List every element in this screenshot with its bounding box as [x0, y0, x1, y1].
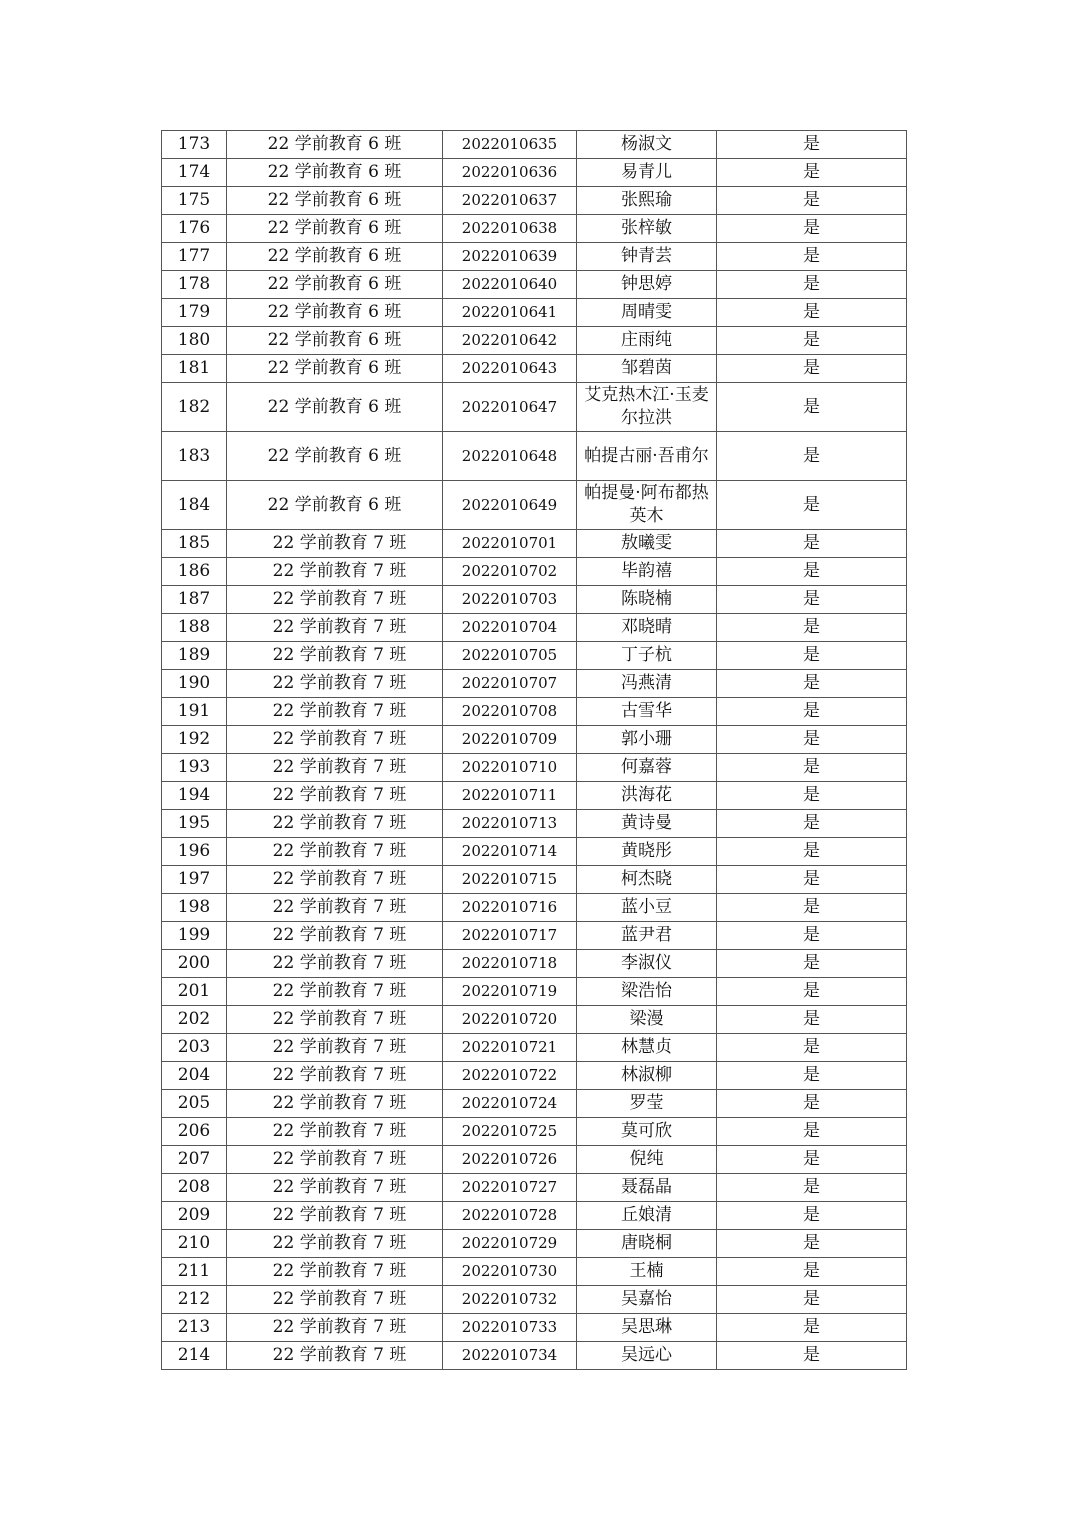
row-number-cell: 173 [162, 131, 227, 159]
student-id-cell: 2022010639 [443, 243, 577, 271]
class-name-cell: 22 学前教育 6 班 [227, 243, 443, 271]
row-number-cell: 187 [162, 586, 227, 614]
student-name-cell: 邓晓晴 [577, 614, 717, 642]
row-number-cell: 196 [162, 838, 227, 866]
row-number-cell: 183 [162, 432, 227, 481]
table-row [162, 950, 907, 978]
table-row [162, 1342, 907, 1370]
row-number-cell: 191 [162, 698, 227, 726]
status-cell: 是 [717, 355, 907, 383]
student-id-cell: 2022010730 [443, 1258, 577, 1286]
status-cell: 是 [717, 1342, 907, 1370]
class-name-cell: 22 学前教育 7 班 [227, 1146, 443, 1174]
class-name-cell: 22 学前教育 7 班 [227, 1202, 443, 1230]
student-name-cell: 易青儿 [577, 159, 717, 187]
student-id-cell: 2022010648 [443, 432, 577, 481]
student-id-cell: 2022010734 [443, 1342, 577, 1370]
student-name-cell: 何嘉蓉 [577, 754, 717, 782]
table-row [162, 1258, 907, 1286]
status-cell: 是 [717, 1258, 907, 1286]
class-name-cell: 22 学前教育 7 班 [227, 1090, 443, 1118]
table-row [162, 726, 907, 754]
class-name-cell: 22 学前教育 7 班 [227, 1286, 443, 1314]
status-cell: 是 [717, 558, 907, 586]
student-name-cell: 张梓敏 [577, 215, 717, 243]
table-row [162, 1118, 907, 1146]
student-name-cell: 李淑仪 [577, 950, 717, 978]
table-row [162, 558, 907, 586]
student-name-cell: 梁漫 [577, 1006, 717, 1034]
table-row [162, 894, 907, 922]
student-id-cell: 2022010636 [443, 159, 577, 187]
row-number-cell: 198 [162, 894, 227, 922]
status-cell: 是 [717, 1090, 907, 1118]
student-id-cell: 2022010720 [443, 1006, 577, 1034]
class-name-cell: 22 学前教育 7 班 [227, 1034, 443, 1062]
class-name-cell: 22 学前教育 6 班 [227, 383, 443, 432]
table-row [162, 1174, 907, 1202]
class-name-cell: 22 学前教育 6 班 [227, 159, 443, 187]
student-name-cell: 丘娘清 [577, 1202, 717, 1230]
row-number-cell: 199 [162, 922, 227, 950]
student-name-cell: 蓝小豆 [577, 894, 717, 922]
table-row [162, 327, 907, 355]
status-cell: 是 [717, 1006, 907, 1034]
status-cell: 是 [717, 271, 907, 299]
status-cell: 是 [717, 586, 907, 614]
status-cell: 是 [717, 1202, 907, 1230]
row-number-cell: 205 [162, 1090, 227, 1118]
class-name-cell: 22 学前教育 6 班 [227, 481, 443, 530]
class-name-cell: 22 学前教育 7 班 [227, 586, 443, 614]
row-number-cell: 185 [162, 530, 227, 558]
student-name-cell: 钟思婷 [577, 271, 717, 299]
table-row [162, 131, 907, 159]
student-id-cell: 2022010717 [443, 922, 577, 950]
table-row [162, 159, 907, 187]
student-name-cell: 帕提曼·阿布都热英木 [577, 481, 717, 530]
student-id-cell: 2022010713 [443, 810, 577, 838]
row-number-cell: 188 [162, 614, 227, 642]
status-cell: 是 [717, 614, 907, 642]
table-row [162, 1230, 907, 1258]
class-name-cell: 22 学前教育 7 班 [227, 1230, 443, 1258]
class-name-cell: 22 学前教育 6 班 [227, 131, 443, 159]
student-name-cell: 杨淑文 [577, 131, 717, 159]
student-id-cell: 2022010732 [443, 1286, 577, 1314]
class-name-cell: 22 学前教育 7 班 [227, 614, 443, 642]
status-cell: 是 [717, 432, 907, 481]
status-cell: 是 [717, 131, 907, 159]
student-name-cell: 郭小珊 [577, 726, 717, 754]
status-cell: 是 [717, 1286, 907, 1314]
student-name-cell: 吴远心 [577, 1342, 717, 1370]
student-name-cell: 钟青芸 [577, 243, 717, 271]
row-number-cell: 210 [162, 1230, 227, 1258]
class-name-cell: 22 学前教育 7 班 [227, 754, 443, 782]
row-number-cell: 202 [162, 1006, 227, 1034]
row-number-cell: 212 [162, 1286, 227, 1314]
student-name-cell: 莫可欣 [577, 1118, 717, 1146]
student-name-cell: 梁浩怡 [577, 978, 717, 1006]
table-row [162, 978, 907, 1006]
row-number-cell: 193 [162, 754, 227, 782]
student-name-cell: 聂磊晶 [577, 1174, 717, 1202]
status-cell: 是 [717, 530, 907, 558]
class-name-cell: 22 学前教育 7 班 [227, 558, 443, 586]
student-id-cell: 2022010721 [443, 1034, 577, 1062]
student-id-cell: 2022010722 [443, 1062, 577, 1090]
student-name-cell: 吴思琳 [577, 1314, 717, 1342]
student-id-cell: 2022010728 [443, 1202, 577, 1230]
status-cell: 是 [717, 950, 907, 978]
table-row [162, 432, 907, 481]
student-name-cell: 张熙瑜 [577, 187, 717, 215]
row-number-cell: 175 [162, 187, 227, 215]
student-id-cell: 2022010725 [443, 1118, 577, 1146]
student-name-cell: 敖曦雯 [577, 530, 717, 558]
student-id-cell: 2022010637 [443, 187, 577, 215]
row-number-cell: 194 [162, 782, 227, 810]
row-number-cell: 203 [162, 1034, 227, 1062]
class-name-cell: 22 学前教育 7 班 [227, 1258, 443, 1286]
student-id-cell: 2022010718 [443, 950, 577, 978]
student-name-cell: 冯燕清 [577, 670, 717, 698]
row-number-cell: 189 [162, 642, 227, 670]
class-name-cell: 22 学前教育 7 班 [227, 1118, 443, 1146]
status-cell: 是 [717, 1174, 907, 1202]
status-cell: 是 [717, 243, 907, 271]
class-name-cell: 22 学前教育 7 班 [227, 838, 443, 866]
status-cell: 是 [717, 159, 907, 187]
table-row [162, 642, 907, 670]
row-number-cell: 182 [162, 383, 227, 432]
row-number-cell: 213 [162, 1314, 227, 1342]
student-name-cell: 唐晓桐 [577, 1230, 717, 1258]
roster-body [162, 131, 907, 1370]
table-row [162, 481, 907, 530]
student-id-cell: 2022010709 [443, 726, 577, 754]
status-cell: 是 [717, 642, 907, 670]
class-name-cell: 22 学前教育 6 班 [227, 215, 443, 243]
student-name-cell: 林淑柳 [577, 1062, 717, 1090]
row-number-cell: 200 [162, 950, 227, 978]
student-roster-table [161, 130, 907, 1370]
student-id-cell: 2022010638 [443, 215, 577, 243]
class-name-cell: 22 学前教育 7 班 [227, 810, 443, 838]
row-number-cell: 184 [162, 481, 227, 530]
row-number-cell: 181 [162, 355, 227, 383]
row-number-cell: 195 [162, 810, 227, 838]
status-cell: 是 [717, 1118, 907, 1146]
row-number-cell: 177 [162, 243, 227, 271]
class-name-cell: 22 学前教育 7 班 [227, 978, 443, 1006]
row-number-cell: 209 [162, 1202, 227, 1230]
student-id-cell: 2022010724 [443, 1090, 577, 1118]
student-name-cell: 古雪华 [577, 698, 717, 726]
student-id-cell: 2022010726 [443, 1146, 577, 1174]
table-row [162, 1202, 907, 1230]
class-name-cell: 22 学前教育 7 班 [227, 1062, 443, 1090]
student-name-cell: 倪纯 [577, 1146, 717, 1174]
class-name-cell: 22 学前教育 6 班 [227, 355, 443, 383]
student-id-cell: 2022010733 [443, 1314, 577, 1342]
table-row [162, 810, 907, 838]
table-row [162, 1090, 907, 1118]
student-name-cell: 吴嘉怡 [577, 1286, 717, 1314]
table-row [162, 670, 907, 698]
status-cell: 是 [717, 1230, 907, 1258]
row-number-cell: 206 [162, 1118, 227, 1146]
table-row [162, 1286, 907, 1314]
class-name-cell: 22 学前教育 6 班 [227, 271, 443, 299]
student-id-cell: 2022010719 [443, 978, 577, 1006]
row-number-cell: 174 [162, 159, 227, 187]
table-row [162, 586, 907, 614]
row-number-cell: 186 [162, 558, 227, 586]
table-row [162, 243, 907, 271]
row-number-cell: 178 [162, 271, 227, 299]
class-name-cell: 22 学前教育 7 班 [227, 922, 443, 950]
student-id-cell: 2022010642 [443, 327, 577, 355]
student-name-cell: 艾克热木江·玉麦尔拉洪 [577, 383, 717, 432]
student-name-cell: 蓝尹君 [577, 922, 717, 950]
row-number-cell: 207 [162, 1146, 227, 1174]
class-name-cell: 22 学前教育 7 班 [227, 1342, 443, 1370]
student-id-cell: 2022010702 [443, 558, 577, 586]
student-name-cell: 庄雨纯 [577, 327, 717, 355]
student-id-cell: 2022010641 [443, 299, 577, 327]
status-cell: 是 [717, 481, 907, 530]
class-name-cell: 22 学前教育 7 班 [227, 866, 443, 894]
student-id-cell: 2022010708 [443, 698, 577, 726]
status-cell: 是 [717, 1146, 907, 1174]
row-number-cell: 180 [162, 327, 227, 355]
student-name-cell: 丁子杭 [577, 642, 717, 670]
student-name-cell: 林慧贞 [577, 1034, 717, 1062]
status-cell: 是 [717, 698, 907, 726]
status-cell: 是 [717, 299, 907, 327]
status-cell: 是 [717, 838, 907, 866]
status-cell: 是 [717, 383, 907, 432]
class-name-cell: 22 学前教育 7 班 [227, 726, 443, 754]
student-id-cell: 2022010711 [443, 782, 577, 810]
table-row [162, 1314, 907, 1342]
student-id-cell: 2022010640 [443, 271, 577, 299]
student-name-cell: 陈晓楠 [577, 586, 717, 614]
student-name-cell: 黄晓彤 [577, 838, 717, 866]
row-number-cell: 204 [162, 1062, 227, 1090]
student-id-cell: 2022010716 [443, 894, 577, 922]
table-row [162, 1146, 907, 1174]
class-name-cell: 22 学前教育 7 班 [227, 950, 443, 978]
student-name-cell: 毕韵禧 [577, 558, 717, 586]
status-cell: 是 [717, 1062, 907, 1090]
class-name-cell: 22 学前教育 7 班 [227, 894, 443, 922]
table-row [162, 866, 907, 894]
student-id-cell: 2022010729 [443, 1230, 577, 1258]
student-name-cell: 周晴雯 [577, 299, 717, 327]
row-number-cell: 197 [162, 866, 227, 894]
status-cell: 是 [717, 187, 907, 215]
status-cell: 是 [717, 1034, 907, 1062]
status-cell: 是 [717, 670, 907, 698]
student-id-cell: 2022010701 [443, 530, 577, 558]
student-name-cell: 帕提古丽·吾甫尔 [577, 432, 717, 481]
status-cell: 是 [717, 894, 907, 922]
table-row [162, 782, 907, 810]
status-cell: 是 [717, 922, 907, 950]
class-name-cell: 22 学前教育 6 班 [227, 432, 443, 481]
table-row [162, 754, 907, 782]
table-row [162, 215, 907, 243]
row-number-cell: 211 [162, 1258, 227, 1286]
class-name-cell: 22 学前教育 7 班 [227, 1314, 443, 1342]
status-cell: 是 [717, 978, 907, 1006]
status-cell: 是 [717, 726, 907, 754]
table-row [162, 1006, 907, 1034]
row-number-cell: 208 [162, 1174, 227, 1202]
class-name-cell: 22 学前教育 7 班 [227, 670, 443, 698]
status-cell: 是 [717, 810, 907, 838]
status-cell: 是 [717, 754, 907, 782]
student-id-cell: 2022010727 [443, 1174, 577, 1202]
row-number-cell: 201 [162, 978, 227, 1006]
class-name-cell: 22 学前教育 7 班 [227, 1006, 443, 1034]
table-row [162, 299, 907, 327]
class-name-cell: 22 学前教育 6 班 [227, 327, 443, 355]
class-name-cell: 22 学前教育 6 班 [227, 299, 443, 327]
class-name-cell: 22 学前教育 7 班 [227, 782, 443, 810]
student-id-cell: 2022010704 [443, 614, 577, 642]
row-number-cell: 176 [162, 215, 227, 243]
table-row [162, 187, 907, 215]
table-row [162, 614, 907, 642]
student-id-cell: 2022010649 [443, 481, 577, 530]
row-number-cell: 190 [162, 670, 227, 698]
class-name-cell: 22 学前教育 7 班 [227, 1174, 443, 1202]
table-row [162, 383, 907, 432]
table-row [162, 1062, 907, 1090]
student-id-cell: 2022010710 [443, 754, 577, 782]
student-name-cell: 洪海花 [577, 782, 717, 810]
student-id-cell: 2022010715 [443, 866, 577, 894]
status-cell: 是 [717, 866, 907, 894]
student-id-cell: 2022010635 [443, 131, 577, 159]
student-id-cell: 2022010643 [443, 355, 577, 383]
student-name-cell: 王楠 [577, 1258, 717, 1286]
status-cell: 是 [717, 782, 907, 810]
student-id-cell: 2022010707 [443, 670, 577, 698]
student-name-cell: 柯杰晓 [577, 866, 717, 894]
table-row [162, 838, 907, 866]
status-cell: 是 [717, 215, 907, 243]
student-name-cell: 邹碧茵 [577, 355, 717, 383]
class-name-cell: 22 学前教育 7 班 [227, 698, 443, 726]
status-cell: 是 [717, 327, 907, 355]
table-row [162, 698, 907, 726]
table-row [162, 271, 907, 299]
table-row [162, 1034, 907, 1062]
row-number-cell: 192 [162, 726, 227, 754]
table-row [162, 922, 907, 950]
student-id-cell: 2022010647 [443, 383, 577, 432]
class-name-cell: 22 学前教育 7 班 [227, 642, 443, 670]
student-id-cell: 2022010703 [443, 586, 577, 614]
row-number-cell: 214 [162, 1342, 227, 1370]
student-name-cell: 罗莹 [577, 1090, 717, 1118]
table-row [162, 355, 907, 383]
student-name-cell: 黄诗曼 [577, 810, 717, 838]
table-row [162, 530, 907, 558]
class-name-cell: 22 学前教育 7 班 [227, 530, 443, 558]
student-id-cell: 2022010705 [443, 642, 577, 670]
row-number-cell: 179 [162, 299, 227, 327]
status-cell: 是 [717, 1314, 907, 1342]
class-name-cell: 22 学前教育 6 班 [227, 187, 443, 215]
student-id-cell: 2022010714 [443, 838, 577, 866]
